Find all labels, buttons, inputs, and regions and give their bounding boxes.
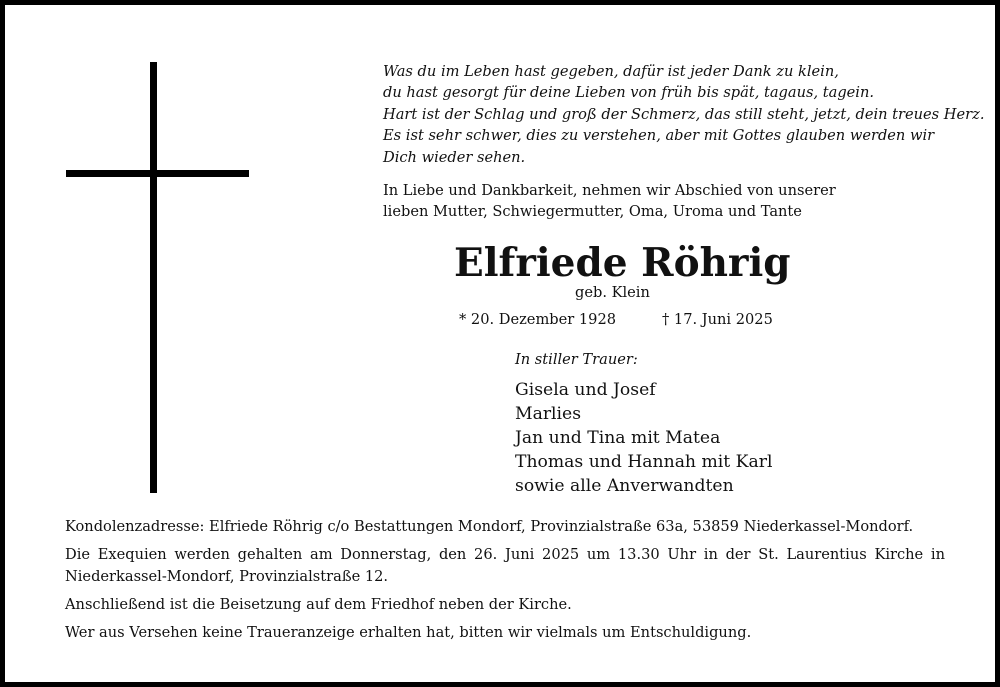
intro-line: In Liebe und Dankbarkeit, nehmen wir Abschied von unserer <box>383 182 836 199</box>
cross-icon-crossbar <box>66 170 249 177</box>
condolence-address: Kondolenzadresse: Elfriede Röhrig c/o Bestattungen Mondorf, Provinzialstraße 63a, 53859 Niederkassel-Mondorf. <box>65 518 914 535</box>
poem-line: Was du im Leben hast gegeben, dafür ist jeder Dank zu klein, <box>383 63 839 80</box>
exequies-info: Die Exequien werden gehalten am Donnerstag, den 26. Juni 2025 um 13.30 Uhr in der St. Laurentius Kirche in Niederkassel-Mondorf, Provinzialstraße 12. <box>65 546 945 585</box>
poem-line: Hart ist der Schlag und groß der Schmerz, das still steht, jetzt, dein treues Herz. <box>383 105 985 123</box>
mourner-name: Thomas und Hannah mit Karl <box>515 452 773 472</box>
mourner-name: sowie alle Anverwandten <box>515 476 734 496</box>
mourner-name: Jan und Tina mit Matea <box>515 428 721 448</box>
poem-line: Dich wieder sehen. <box>383 148 526 166</box>
deceased-name: Elfriede Röhrig <box>454 240 791 286</box>
intro-text <box>383 180 836 223</box>
poem-line: du hast gesorgt für deine Lieben von früh bis spät, tagaus, tagein. <box>383 84 875 102</box>
poem-line: Es ist sehr schwer, dies zu verstehen, aber mit Gottes glauben werden wir <box>383 127 935 145</box>
mourners-list <box>515 378 772 498</box>
apology-note: Wer aus Versehen keine Traueranzeige erhalten hat, bitten wir vielmals um Entschuldigung. <box>65 624 752 641</box>
death-date: † 17. Juni 2025 <box>662 311 773 328</box>
cross-icon <box>150 62 157 493</box>
footer-notes <box>65 516 945 650</box>
poem <box>383 61 984 168</box>
mourner-name: Marlies <box>515 404 582 424</box>
intro-line: lieben Mutter, Schwiegermutter, Oma, Uroma und Tante <box>383 203 802 221</box>
birth-date: * 20. Dezember 1928 <box>459 311 617 328</box>
mourning-heading: In stiller Trauer: <box>515 351 638 368</box>
mourner-name: Gisela und Josef <box>515 380 656 400</box>
burial-info: Anschließend ist die Beisetzung auf dem Friedhof neben der Kirche. <box>65 596 572 613</box>
maiden-name: geb. Klein <box>575 284 650 301</box>
